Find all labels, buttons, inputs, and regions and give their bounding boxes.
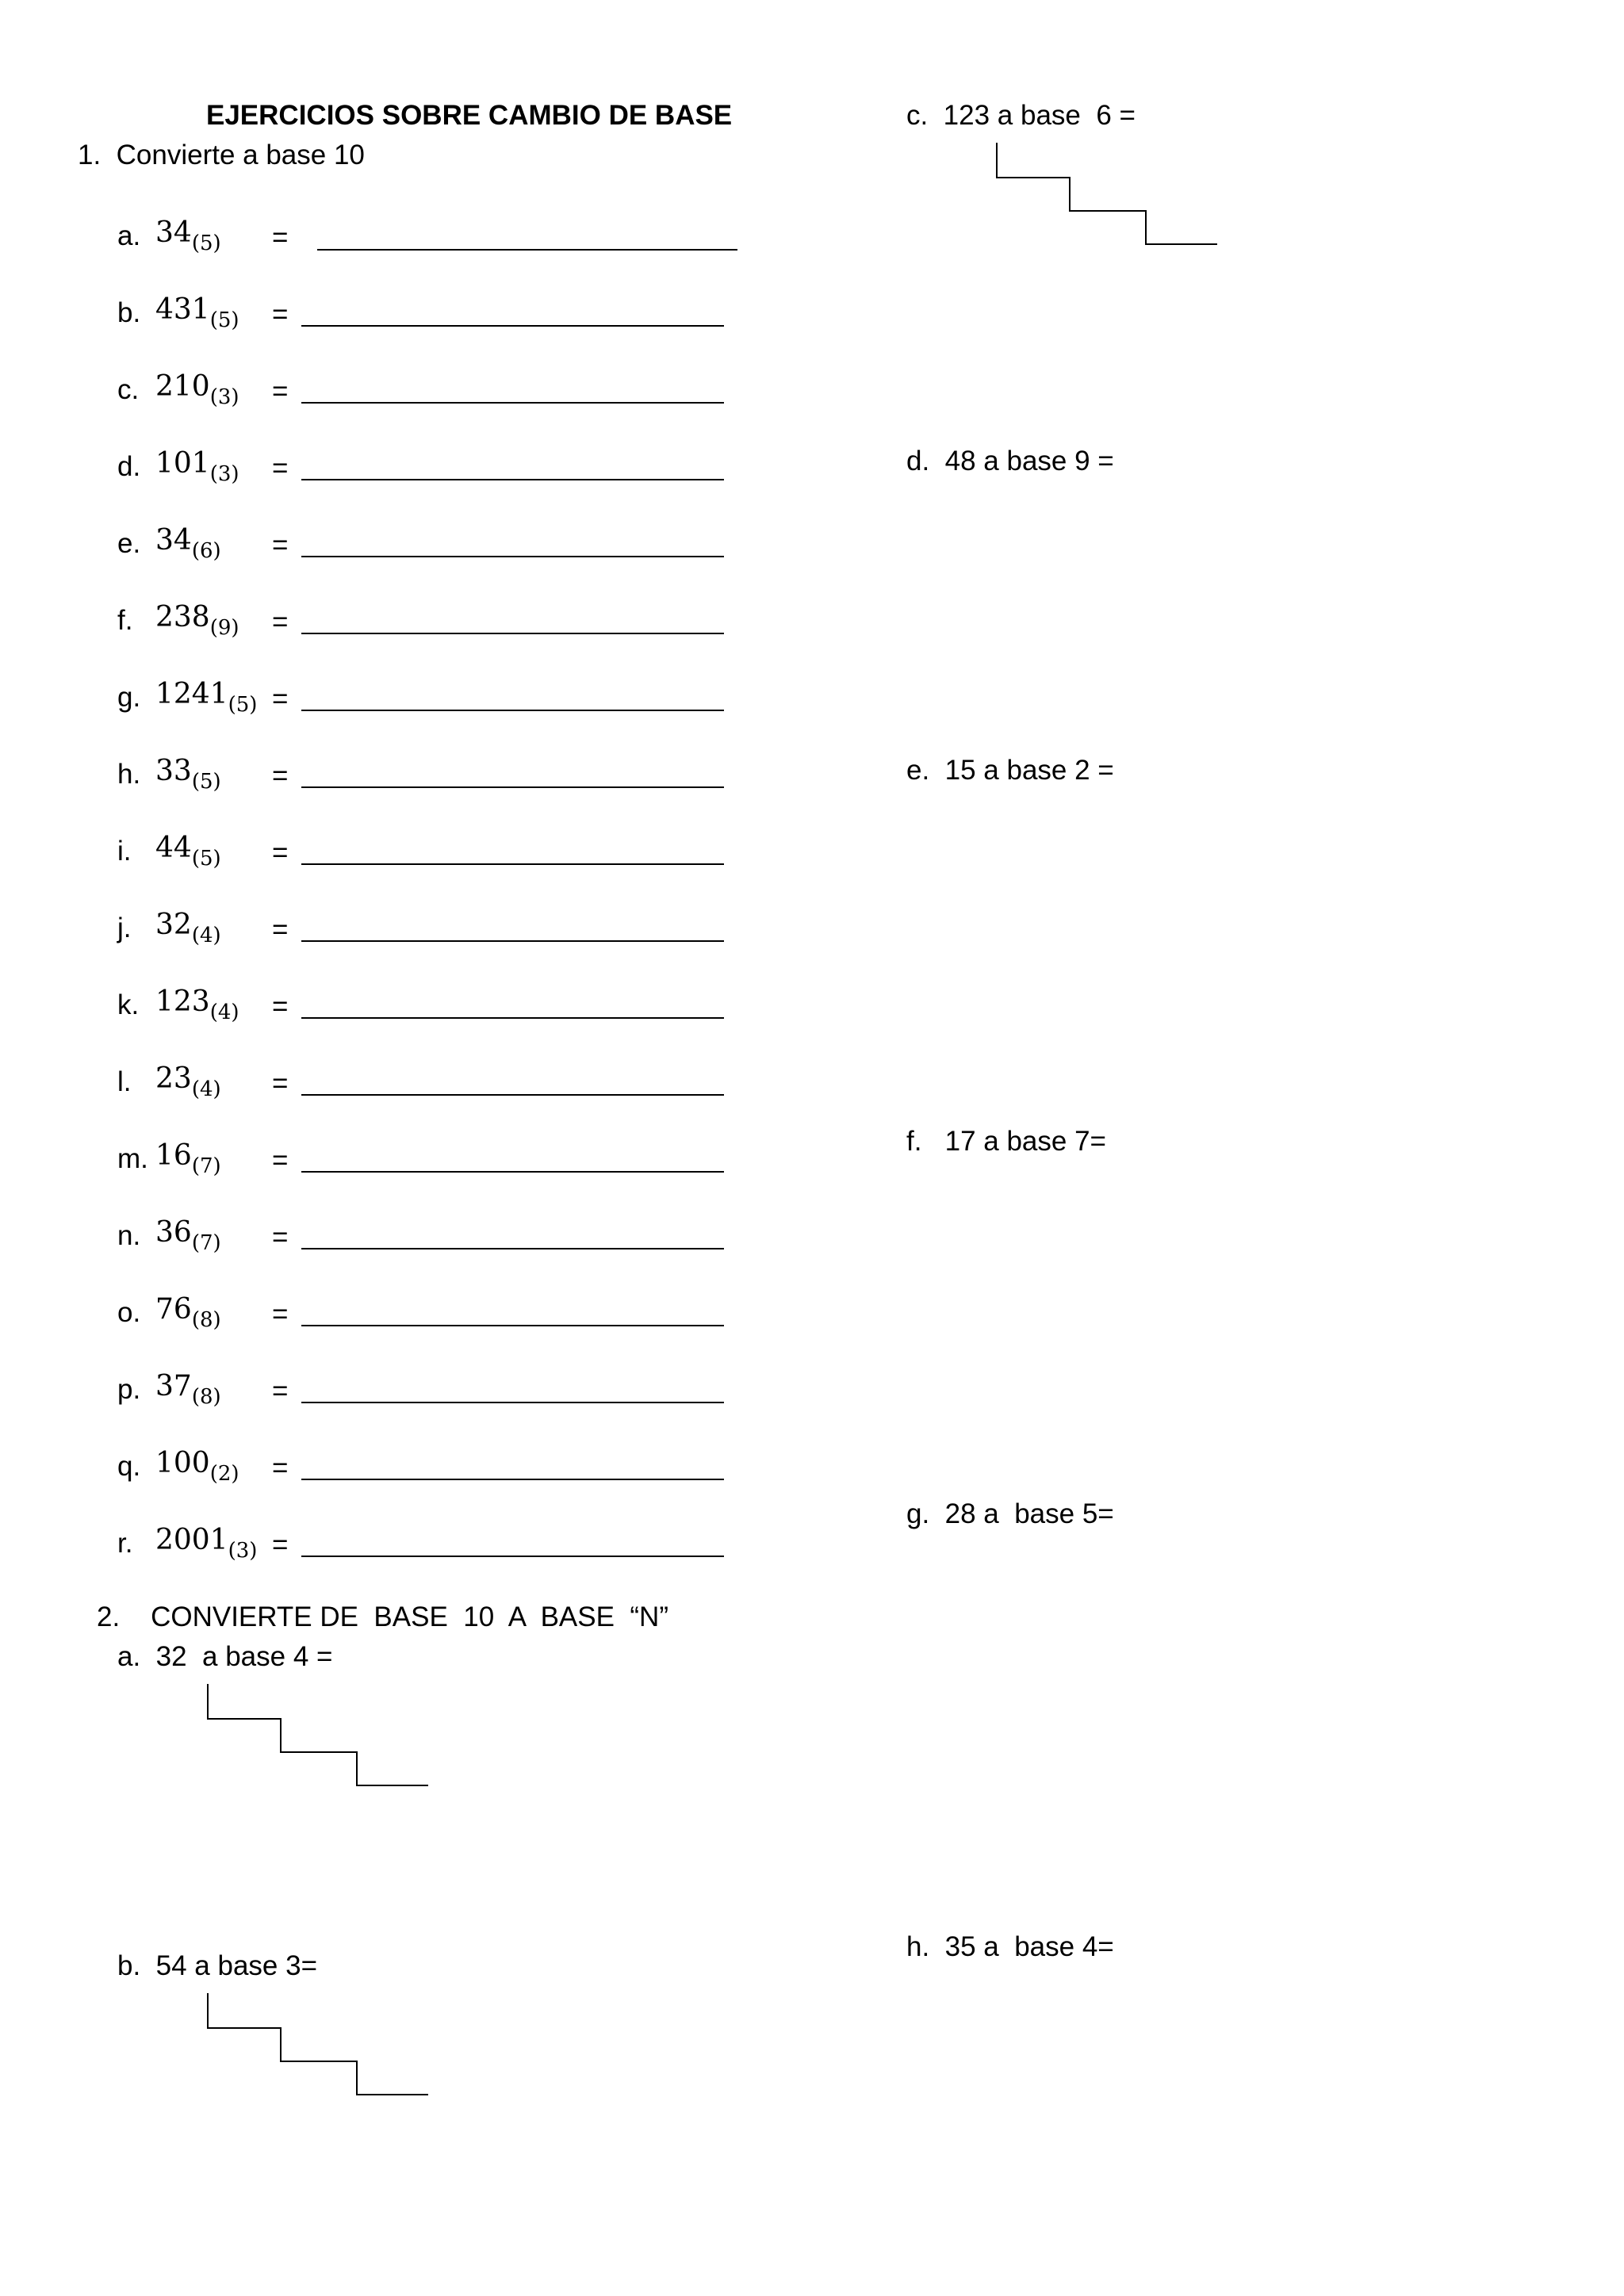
base-number: $34_{(5)}$ — [155, 216, 221, 255]
base-number: $44_{(5)}$ — [155, 832, 221, 871]
equals-sign: = — [272, 1376, 289, 1406]
answer-line[interactable] — [301, 633, 724, 634]
base-number: $101_{(3)}$ — [155, 447, 239, 486]
exercise-label: k. — [117, 989, 140, 1020]
exercise-label: r. — [117, 1528, 133, 1559]
answer-line[interactable] — [301, 402, 724, 404]
base-number: $23_{(4)}$ — [155, 1062, 221, 1101]
exercise-label: f. — [117, 605, 133, 636]
exercise-label: m. — [117, 1143, 148, 1174]
base-number: $431_{(5)}$ — [155, 293, 239, 332]
equals-sign: = — [272, 222, 289, 253]
answer-line[interactable] — [301, 1171, 724, 1173]
equals-sign: = — [272, 530, 289, 561]
equals-sign: = — [272, 914, 289, 945]
answer-line[interactable] — [301, 1017, 724, 1019]
base-number: $2001_{(3)}$ — [155, 1524, 258, 1563]
exercise-2g: g. 28 a base 5= — [906, 1498, 1114, 1529]
equals-sign: = — [272, 453, 289, 484]
answer-line[interactable] — [301, 1402, 724, 1403]
equals-sign: = — [272, 299, 289, 330]
exercise-label: e. — [117, 528, 141, 559]
equals-sign: = — [272, 1299, 289, 1330]
answer-line[interactable] — [301, 1248, 724, 1249]
exercise-label: h. — [117, 759, 141, 790]
exercise-label: g. — [117, 682, 141, 713]
answer-line[interactable] — [301, 556, 724, 557]
exercise-label: a. — [117, 220, 141, 251]
equals-sign: = — [272, 1222, 289, 1253]
base-number: $16_{(7)}$ — [155, 1139, 221, 1178]
answer-line[interactable] — [301, 1556, 724, 1557]
exercise-label: b. — [117, 297, 141, 328]
answer-line[interactable] — [301, 479, 724, 480]
exercise-2f: f. 17 a base 7= — [906, 1126, 1106, 1157]
equals-sign: = — [272, 991, 289, 1022]
answer-line[interactable] — [301, 1325, 724, 1326]
answer-line[interactable] — [317, 249, 737, 251]
exercise-2a: a. 32 a base 4 = — [117, 1641, 333, 1672]
base-number: $1241_{(5)}$ — [155, 678, 258, 717]
base-number: $210_{(3)}$ — [155, 370, 239, 409]
equals-sign: = — [272, 376, 289, 407]
base-number: $238_{(9)}$ — [155, 601, 239, 640]
equals-sign: = — [272, 683, 289, 714]
exercise-label: i. — [117, 836, 132, 867]
base-number: $100_{(2)}$ — [155, 1447, 239, 1486]
equals-sign: = — [272, 837, 289, 868]
equals-sign: = — [272, 1452, 289, 1483]
exercise-label: l. — [117, 1066, 132, 1097]
equals-sign: = — [272, 1068, 289, 1099]
exercise-2e: e. 15 a base 2 = — [906, 755, 1114, 786]
exercise-label: d. — [117, 451, 141, 482]
base-number: $34_{(6)}$ — [155, 524, 221, 563]
equals-sign: = — [272, 607, 289, 637]
division-stair-c — [994, 143, 1231, 254]
exercise-label: p. — [117, 1374, 141, 1405]
page-title: EJERCICIOS SOBRE CAMBIO DE BASE — [206, 100, 733, 131]
section-2-heading: 2. CONVIERTE DE BASE 10 A BASE “N” — [97, 1601, 668, 1632]
base-number: $123_{(4)}$ — [155, 985, 239, 1024]
exercise-label: o. — [117, 1297, 141, 1328]
answer-line[interactable] — [301, 325, 724, 327]
base-number: $32_{(4)}$ — [155, 909, 221, 947]
division-stair-a — [205, 1684, 442, 1795]
exercise-2c: c. 123 a base 6 = — [906, 100, 1136, 131]
answer-line[interactable] — [301, 1094, 724, 1096]
exercise-label: q. — [117, 1451, 141, 1482]
base-number: $36_{(7)}$ — [155, 1216, 221, 1255]
exercise-label: n. — [117, 1220, 141, 1251]
exercise-2d: d. 48 a base 9 = — [906, 446, 1114, 476]
base-number: $76_{(8)}$ — [155, 1293, 221, 1332]
answer-line[interactable] — [301, 786, 724, 788]
exercise-2b: b. 54 a base 3= — [117, 1950, 318, 1981]
exercise-2h: h. 35 a base 4= — [906, 1931, 1114, 1962]
base-number: $37_{(8)}$ — [155, 1370, 221, 1409]
equals-sign: = — [272, 760, 289, 791]
exercise-label: c. — [117, 374, 140, 405]
exercise-label: j. — [117, 913, 132, 943]
equals-sign: = — [272, 1529, 289, 1560]
equals-sign: = — [272, 1145, 289, 1176]
answer-line[interactable] — [301, 940, 724, 942]
answer-line[interactable] — [301, 710, 724, 711]
base-number: $33_{(5)}$ — [155, 755, 221, 794]
answer-line[interactable] — [301, 1479, 724, 1480]
answer-line[interactable] — [301, 863, 724, 865]
section-1-heading: 1. Convierte a base 10 — [78, 140, 365, 170]
division-stair-b — [205, 1993, 442, 2104]
